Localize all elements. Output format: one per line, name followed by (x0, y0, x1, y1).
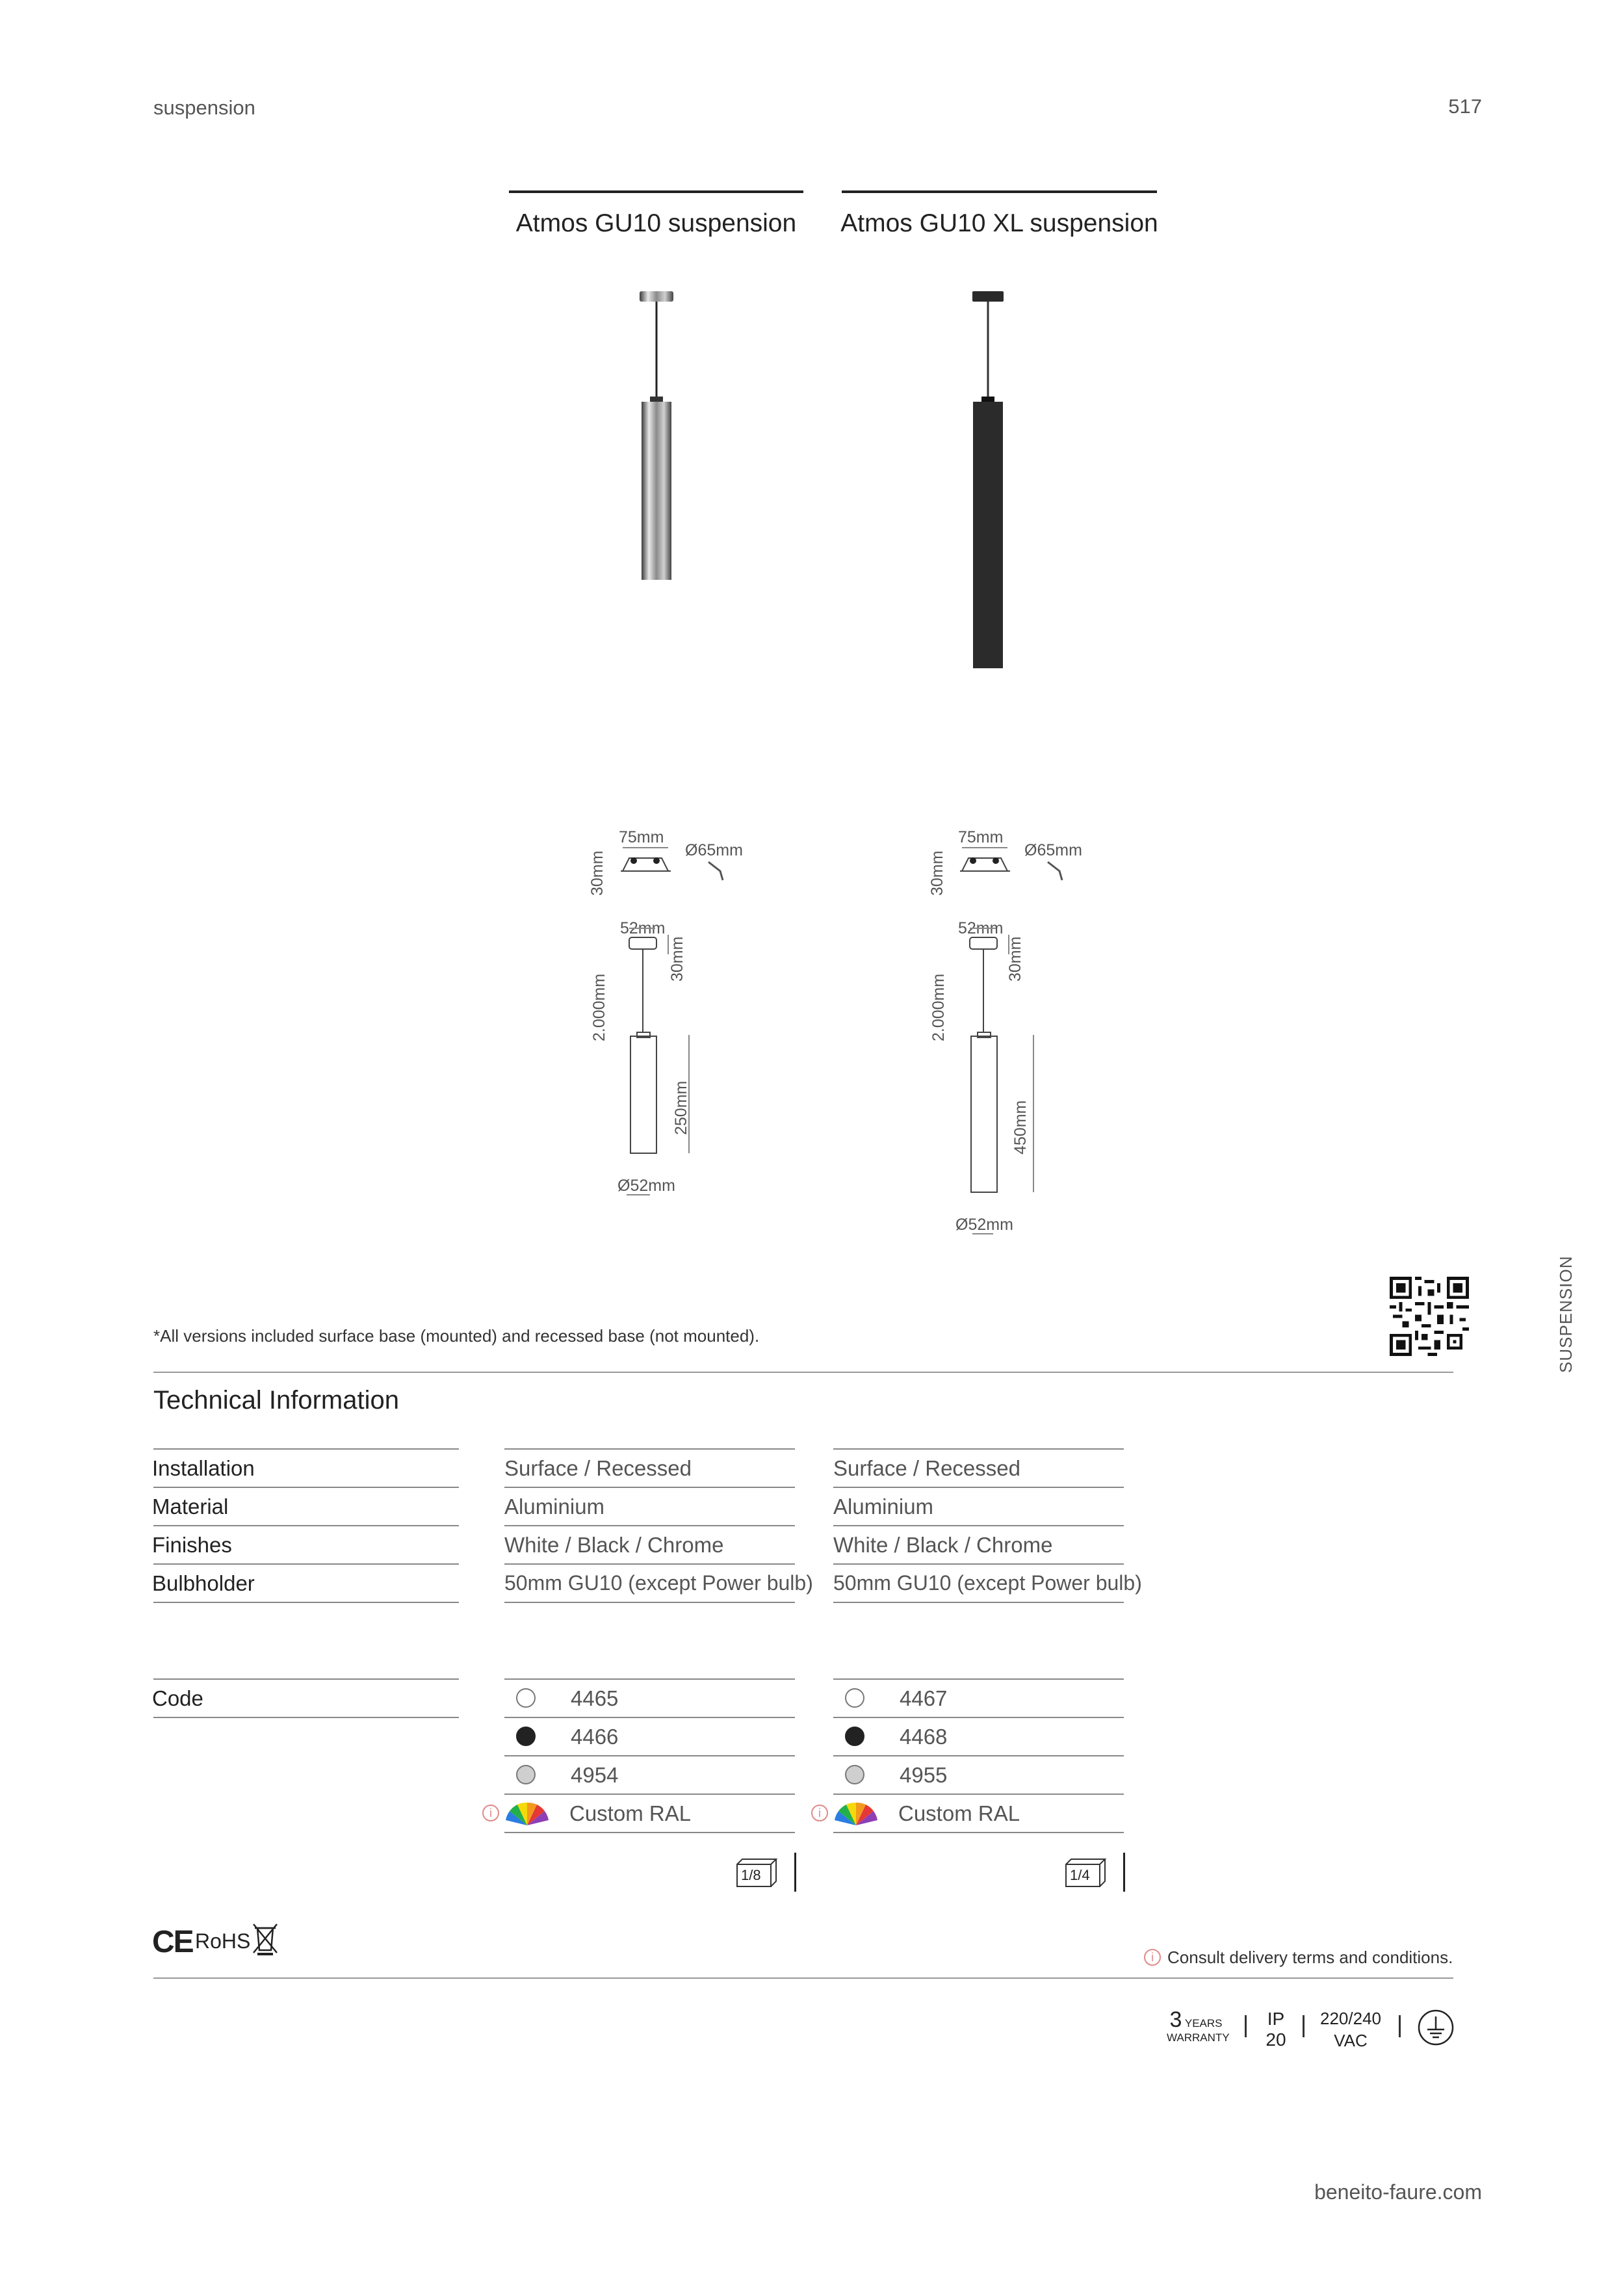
p1-installation: Surface / Recessed (504, 1456, 692, 1480)
p1-pack-qty: 1/8 (741, 1867, 761, 1883)
row-line (833, 1678, 1124, 1680)
p2-body-height: 450mm (1011, 1100, 1030, 1155)
p1-body-height: 250mm (672, 1080, 690, 1135)
p2-cable: 2.000mm (929, 973, 948, 1041)
row-line (833, 1602, 1124, 1603)
p2-code-black: 4468 (900, 1725, 948, 1749)
pack-divider (794, 1853, 796, 1892)
p1-material: Aluminium (504, 1494, 605, 1519)
p2-custom-ral: Custom RAL (898, 1801, 1020, 1825)
page-number: 517 (1448, 95, 1482, 118)
row-line (153, 1678, 459, 1680)
badge-divider (1399, 2015, 1401, 2037)
pack-divider (1123, 1853, 1125, 1892)
p1-base-height: 30mm (588, 850, 606, 896)
info-icon[interactable]: i (811, 1805, 828, 1821)
divider (153, 1372, 1453, 1373)
label-code: Code (152, 1686, 203, 1710)
warranty-label: WARRANTY (1167, 2031, 1230, 2044)
p2-canopy-width: 52mm (958, 919, 1004, 937)
row-line (504, 1448, 795, 1450)
versions-note: *All versions included surface base (mounted) and recessed base (not mounted). (153, 1326, 760, 1346)
label-material: Material (152, 1494, 229, 1519)
ip-badge (1260, 2009, 1292, 2050)
p1-code-white: 4465 (571, 1686, 619, 1710)
row-line (504, 1525, 795, 1526)
side-tab: SUSPENSION (1556, 1255, 1576, 1373)
p1-code-chrome: 4954 (571, 1763, 619, 1787)
p1-cable: 2.000mm (590, 973, 608, 1041)
product-1-topline (509, 190, 803, 193)
label-installation: Installation (152, 1456, 255, 1480)
p1-finishes: White / Black / Chrome (504, 1533, 724, 1557)
p2-code-chrome: 4955 (900, 1763, 948, 1787)
row-line (504, 1487, 795, 1488)
voltage-badge (1314, 2007, 1387, 2052)
row-line (504, 1678, 795, 1680)
section-label: suspension (153, 96, 255, 119)
p1-body-diameter: Ø52mm (617, 1177, 675, 1195)
label-finishes: Finishes (152, 1533, 232, 1557)
row-line (833, 1563, 1124, 1565)
row-line (153, 1448, 459, 1450)
p1-base-width: 75mm (619, 828, 664, 846)
p2-cutout: Ø65mm (1024, 841, 1082, 859)
p1-custom-ral: Custom RAL (569, 1801, 692, 1825)
row-line (153, 1563, 459, 1565)
row-line (153, 1487, 459, 1488)
row-line (153, 1602, 459, 1603)
weee-bin-icon (251, 1922, 279, 1957)
row-line (504, 1563, 795, 1565)
row-line (833, 1525, 1124, 1526)
row-line (153, 1525, 459, 1526)
row-line (833, 1794, 1124, 1795)
technical-title: Technical Information (153, 1386, 399, 1415)
p2-finishes: White / Black / Chrome (833, 1533, 1053, 1557)
row-line (504, 1832, 795, 1833)
swatch-black (845, 1727, 864, 1746)
delivery-note: Consult delivery terms and conditions. (1167, 1948, 1453, 1967)
p1-bulbholder: 50mm GU10 (except Power bulb) (504, 1571, 813, 1595)
row-line (833, 1487, 1124, 1488)
warranty-badge (1167, 2007, 1230, 2044)
row-line (833, 1832, 1124, 1833)
p2-base-width: 75mm (958, 828, 1004, 846)
ce-mark: CE (152, 1925, 193, 1959)
p2-pack-qty: 1/4 (1070, 1867, 1090, 1883)
badge-divider (1303, 2015, 1305, 2037)
warranty-years: YEARS (1184, 2017, 1223, 2029)
swatch-chrome (516, 1765, 536, 1784)
row-line (504, 1602, 795, 1603)
voltage-unit: VAC (1334, 2031, 1368, 2050)
product-1-title: Atmos GU10 suspension (515, 209, 797, 237)
product-2-topline (842, 190, 1157, 193)
product-2-title: Atmos GU10 XL suspension (840, 209, 1158, 237)
p2-material: Aluminium (833, 1494, 934, 1519)
badge-divider (1245, 2015, 1247, 2037)
row-line (153, 1717, 459, 1718)
product-2-image (955, 280, 1020, 683)
p1-code-black: 4466 (571, 1725, 619, 1749)
product-1-image (624, 280, 689, 592)
label-bulbholder: Bulbholder (152, 1571, 255, 1595)
rohs-mark: RoHS (195, 1929, 251, 1953)
qr-code[interactable] (1390, 1277, 1469, 1356)
swatch-white (845, 1688, 864, 1708)
voltage-value: 220/240 (1320, 2009, 1381, 2028)
row-line (504, 1794, 795, 1795)
row-line (833, 1755, 1124, 1756)
warranty-number: 3 (1169, 2007, 1182, 2032)
p1-cutout: Ø65mm (685, 841, 743, 859)
p2-installation: Surface / Recessed (833, 1456, 1020, 1480)
ground-icon (1417, 2009, 1455, 2046)
p1-canopy-width: 52mm (620, 919, 666, 937)
ral-fan-icon (833, 1801, 879, 1827)
row-line (833, 1717, 1124, 1718)
ip-value: 20 (1266, 2029, 1286, 2050)
divider (153, 1977, 1453, 1979)
p2-body-diameter: Ø52mm (955, 1216, 1013, 1234)
row-line (504, 1755, 795, 1756)
swatch-white (516, 1688, 536, 1708)
ip-label: IP (1267, 2009, 1285, 2029)
row-line (504, 1717, 795, 1718)
swatch-chrome (845, 1765, 864, 1784)
p2-base-height: 30mm (928, 850, 946, 896)
p1-canopy-height: 30mm (668, 936, 686, 982)
p2-code-white: 4467 (900, 1686, 948, 1710)
p2-canopy-height: 30mm (1006, 936, 1024, 982)
swatch-black (516, 1727, 536, 1746)
row-line (833, 1448, 1124, 1450)
ral-fan-icon (504, 1801, 550, 1827)
website-link[interactable]: beneito-faure.com (1314, 2180, 1482, 2204)
info-icon[interactable]: i (482, 1805, 499, 1821)
info-icon[interactable]: i (1144, 1949, 1161, 1966)
p2-bulbholder: 50mm GU10 (except Power bulb) (833, 1571, 1142, 1595)
